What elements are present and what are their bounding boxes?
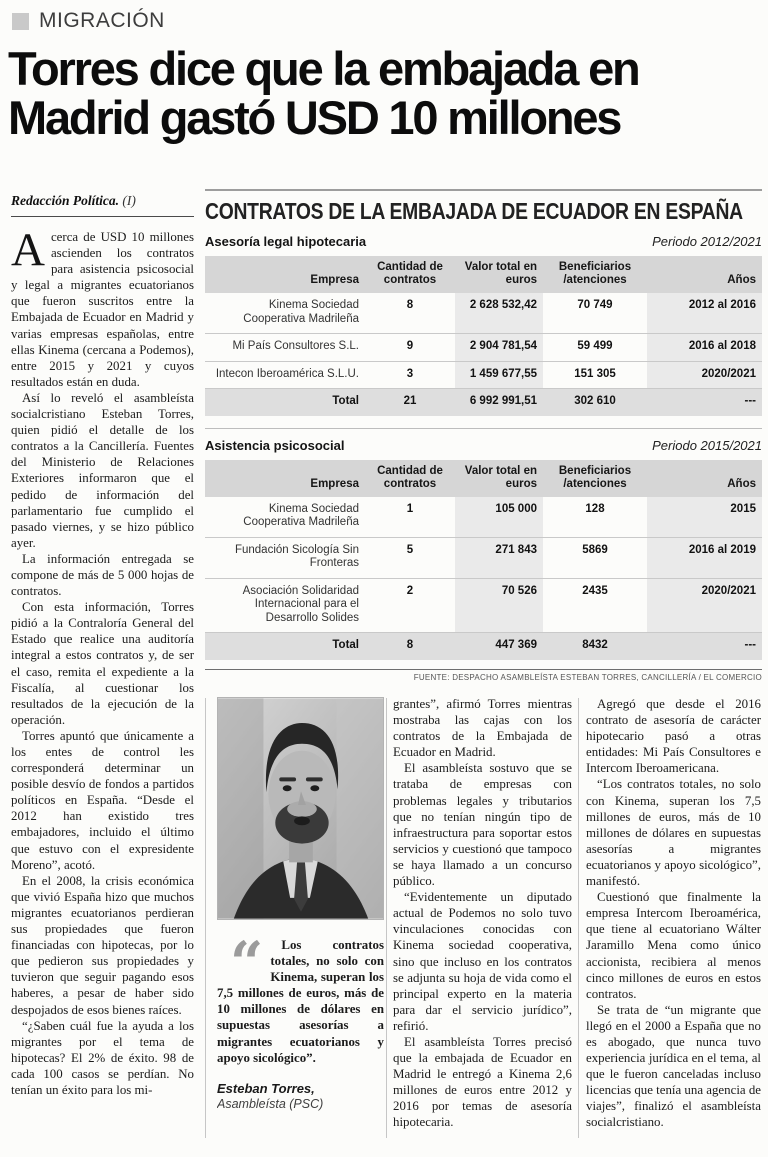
article-column-1 [11, 193, 194, 1149]
table-header-row [205, 460, 762, 497]
article-column-2 [217, 697, 384, 1147]
table-total-row: Total 8 447 369 8432 --- [205, 633, 762, 660]
table-row: Kinema Sociedad Cooperativa Madrileña 1 105 000 128 2015 [243, 502, 756, 528]
source-credit: FUENTE: DESPACHO ASAMBLEÍSTA ESTEBAN TORRES, CANCILLERÍA / EL COMERCIO [413, 672, 762, 682]
pull-quote [217, 929, 384, 1111]
table-label: Asesoría legal hipotecaria [205, 234, 367, 249]
column-header: Valor total en euros [464, 464, 537, 490]
paragraph: Torres apuntó que únicamente a los entes de control les corresponderá determinar un posible desvío de fondos a partidos políticos en España. “Desde el 2012 han existido tres embajadores, incluido el último que estuvo con el expresidente Moreno”, acotó. [11, 728, 194, 872]
infographic-top-rule [205, 189, 762, 191]
headline-line-2: Madrid gastó USD 10 millones [8, 91, 621, 144]
column-divider [205, 698, 206, 1138]
paragraph: “Los contratos totales, no solo con Kinema, superan los 7,5 millones de euros, más de 10 millones de dólares en supuestas asesorías a migrantes ecuatorianos y apoyo sicológico”, manifestó. [586, 777, 761, 889]
column-header: Empresa [310, 274, 359, 286]
paragraph: En el 2008, la crisis económica que vivió España hizo que muchos migrantes ecuatorianos perdieran sus propiedades que fueron financiadas con hipotecas, por lo que pedieron sus propiedades y tuvieron que seguir pagando esos haberes, a pesar de haber sido despojados de esos bienes raíces. [11, 873, 194, 1017]
table-row: Fundación Sicología Sin Fronteras 5 271 843 5869 2016 al 2019 [205, 537, 762, 578]
table-block-psicosocial [205, 428, 762, 660]
table-period: Periodo 2015/2021 [652, 437, 762, 453]
esteban-torres-photo [217, 697, 384, 920]
paragraph: Así lo reveló el asambleísta socialcristiano Esteban Torres, quien pidió el detalle de los contratos a la Cancillería. Fuentes del Ministerio de Relaciones Exteriores informaron que el pedido de información del parlamentario fue cumplido el pasado viernes, y se hizo público ayer. [11, 390, 194, 550]
infographic-bottom-rule [205, 669, 762, 670]
contracts-table-legal [205, 256, 762, 416]
paragraph: Se trata de “un migrante que llegó en el 2000 a España que no es abogado, que nunca tuvo experiencia jurídica en el tema, al que le fueron canceladas incluso licencias que tenía una agencia de viajes”, finalizó el asambleísta socialcristiano. [586, 1002, 761, 1130]
paragraph: Cuestionó que finalmente la empresa Intercom Iberoamérica, que tiene al ecuatoriano Wálter Jaramillo Mena como único accionista, recibiera al menos cinco millones de euros en estos contratos. [586, 890, 761, 1001]
column-header: Cantidad de contratos [377, 261, 443, 286]
table-row: Kinema Sociedad Cooperativa Madrileña 8 2 628 532,42 70 749 2012 al 2016 [243, 299, 756, 325]
paragraph: Agregó que desde el 2016 contrato de asesoría de carácter hipotecario pasó a otras entidades: Mi País Consultores e Intercom Iberoamericana. [586, 697, 761, 776]
kicker-label: MIGRACIÓN [39, 9, 165, 32]
byline-note: (I) [122, 193, 136, 208]
quote-body: Los contratos totales, no solo con Kinema, superan los 7,5 millones de euros, más de 10 millones de dólares en supuestas asesorías a migrantes ecuatorianos y apoyo sicológico”. [217, 938, 384, 1065]
headline-line-1: Torres dice que la embajada en [8, 42, 639, 95]
quote-icon: “ [230, 929, 264, 997]
quote-author: Esteban Torres, [217, 1080, 315, 1096]
section-kicker [12, 9, 165, 33]
column-header: Cantidad de contratos [377, 464, 443, 490]
table-label: Asistencia psicosocial [205, 437, 345, 453]
column-divider [578, 698, 579, 1138]
byline [11, 193, 194, 209]
paragraph: “Evidentemente un diputado actual de Podemos no solo tuvo vinculaciones conocidas con Kinema sociedad cooperativa, sino que incluso en los contratos se adjunta su hoja de vida como el principal experto en la materia para dar el servicio jurídico”, refirió. [393, 890, 572, 1033]
table-period: Periodo 2012/2021 [652, 234, 762, 249]
kicker-square-icon [12, 13, 29, 30]
infographic [205, 189, 762, 682]
column-header: Empresa [310, 477, 359, 490]
paragraph: Acerca de USD 10 millones ascienden los contratos para asistencia psicosocial y legal a migrantes ecuatorianos que fueron suscritos entre la Embajada de Ecuador en Madrid y varias empresas españolas, entre ellas Kinema (cercana a Podemos), entre 2015 y 2021 y cuyos resultados están en duda. [11, 224, 194, 389]
table-total-row: Total 21 6 992 991,51 302 610 --- [205, 389, 762, 416]
column-header: Años [727, 477, 756, 490]
column-header: Años [727, 274, 756, 286]
byline-rule [11, 216, 194, 217]
paragraph: grantes”, afirmó Torres mientras mostraba las cajas con los contratos de la Embajada de Ecuador en Madrid. [393, 697, 572, 760]
quote-author-role: Asambleísta (PSC) [217, 1096, 324, 1111]
paragraph: Con esta información, Torres pidió a la Contraloría General del Estado que realice una auditoría integral a estos contratos y, de ser el caso, remita el expediente a la Fiscalía, al cuestionar los resultados de la ejecución de la operación. [11, 600, 194, 727]
column-header: Beneficiarios /atenciones [558, 464, 632, 490]
table-row: Mi País Consultores S.L. 9 2 904 781,54 59 499 2016 al 2018 [205, 334, 762, 362]
table-row: Asociación Solidaridad Internacional para el Desarrollo Solides 2 70 526 2435 2020/2021 [205, 578, 762, 633]
paragraph: El asambleísta sostuvo que se trataba de empresas con problemas legales y tributarios que no tenían ningún tipo de infraestructura para soportar estos servicios y cuestionó que tampoco se haya llamado a un concurso público. [393, 761, 572, 889]
column-divider [386, 698, 387, 1138]
contracts-table-psicosocial [205, 460, 762, 660]
infographic-title: CONTRATOS DE LA EMBAJADA DE ECUADOR EN ESPAÑA [205, 198, 743, 224]
headline [8, 44, 764, 142]
column-header: Beneficiarios /atenciones [558, 261, 632, 286]
article-column-3 [393, 696, 572, 1148]
paragraph: “¿Saben cuál fue la ayuda a los migrantes por el tema de hipotecas? El 2% de éxito. 98 de cada 100 casos se perdían. No tenían un éxito para los mi- [11, 1018, 194, 1097]
paragraph: La información entregada se compone de más de 5 000 hojas de contratos. [11, 551, 194, 599]
article-column-4 [586, 696, 761, 1148]
table-block-legal [205, 234, 762, 416]
column-header: Valor total en euros [464, 261, 537, 286]
byline-author: Redacción Política. [11, 193, 119, 208]
table-row: Intecon Iberoamérica S.L.U. 3 1 459 677,55 151 305 2020/2021 [205, 361, 762, 389]
table-header-row [205, 256, 762, 293]
paragraph: El asambleísta Torres precisó que la embajada de Ecuador en Madrid le entregó a Kinema 2,6 millones de euros entre 2012 y 2016 por temas de asesoría hipotecaria. [393, 1034, 572, 1130]
